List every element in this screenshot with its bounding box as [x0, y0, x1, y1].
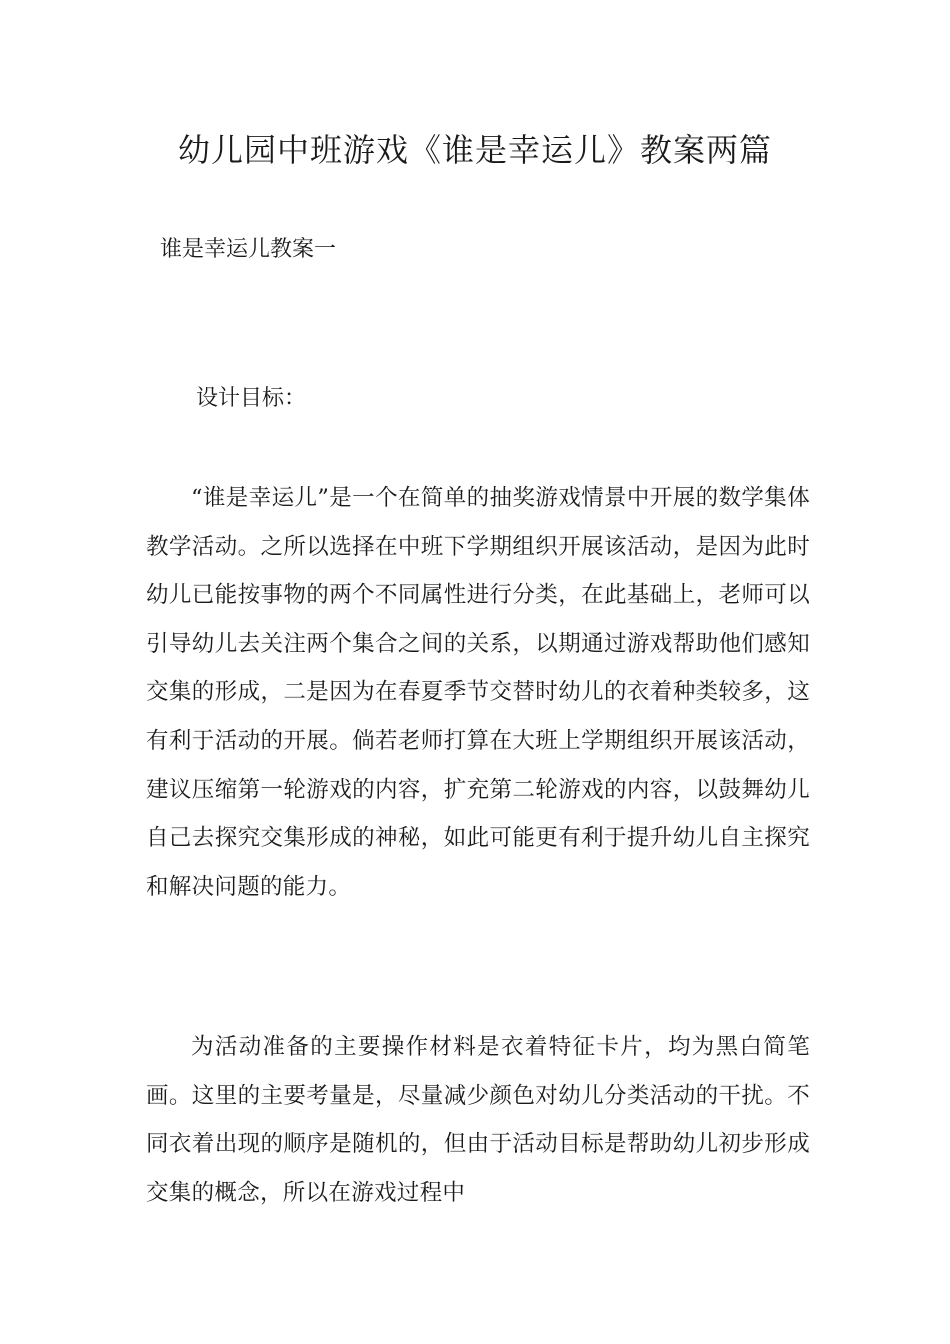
document-subtitle: 谁是幸运儿教案一: [160, 237, 337, 262]
body-paragraph: “谁是幸运儿”是一个在简单的抽奖游戏情景中开展的数学集体教学活动。之所以选择在中班下学期组织开展该活动，是因为此时幼儿已能按事物的两个不同属性进行分类，在此基础上，老师可以引导幼儿去关注两个集合之间的关系，以期通过游戏帮助他们感知交集的形成，二是因为在春夏季节交替时幼儿的衣着种类较多，这有利于活动的开展。倘若老师打算在大班上学期组织开展该活动，建议压缩第一轮游戏的内容，扩充第二轮游戏的内容，以鼓舞幼儿自己去探究交集形成的神秘，如此可能更有利于提升幼儿自主探究和解决问题的能力。: [146, 485, 810, 900]
section-heading-design-goals: 设计目标：: [196, 386, 307, 411]
document-title: 幼儿园中班游戏《谁是幸运儿》教案两篇: [177, 131, 772, 169]
body-paragraph: 为活动准备的主要操作材料是衣着特征卡片，均为黑白简笔画。这里的主要考量是，尽量减少颜色对幼儿分类活动的干扰。不同衣着出现的顺序是随机的，但由于活动目标是帮助幼儿初步形成交集的概念，所以在游戏过程中: [146, 1034, 810, 1206]
